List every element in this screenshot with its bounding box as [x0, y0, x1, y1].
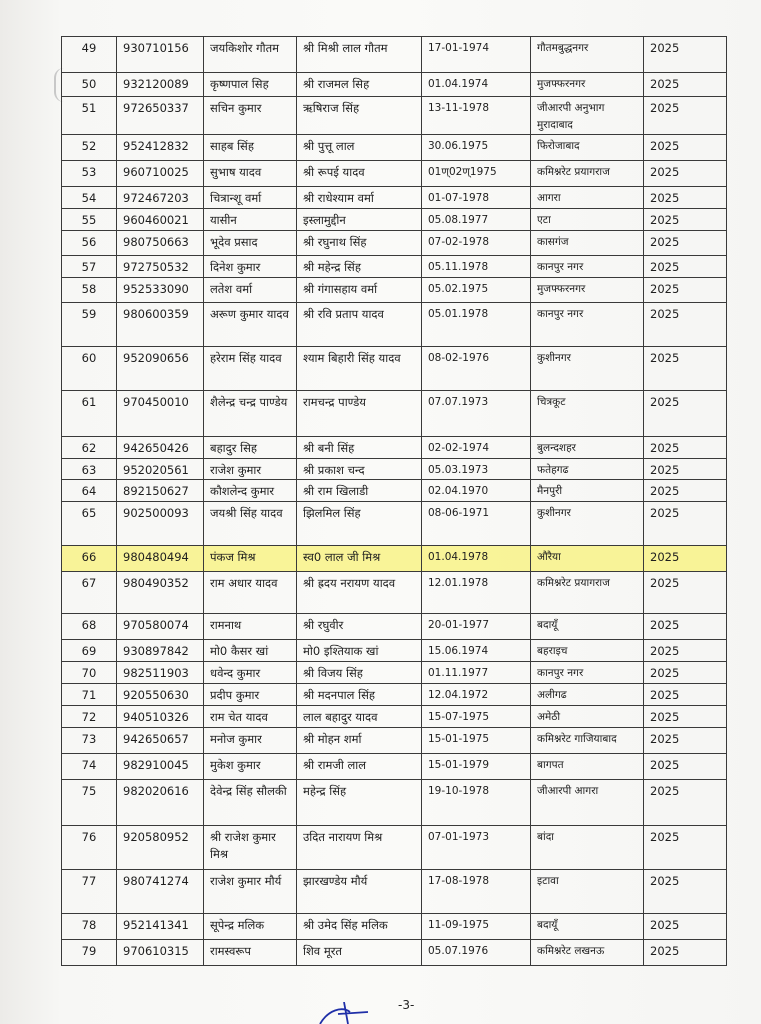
father-name-cell: श्री मिश्री लाल गौतम — [297, 37, 422, 73]
year-cell: 2025 — [644, 391, 727, 437]
serial-number-cell: 73 — [62, 728, 117, 754]
table-row — [62, 97, 727, 135]
year-cell: 2025 — [644, 437, 727, 459]
year-cell: 2025 — [644, 502, 727, 546]
district-cell: मैनपुरी — [531, 480, 644, 502]
serial-number-cell: 67 — [62, 572, 117, 614]
table-row — [62, 73, 727, 97]
serial-number-cell: 72 — [62, 706, 117, 728]
year-cell: 2025 — [644, 278, 727, 303]
date-of-birth-cell: 13-11-1978 — [422, 97, 531, 135]
table-row — [62, 437, 727, 459]
date-of-birth-cell: 05.08.1977 — [422, 209, 531, 231]
table-row — [62, 37, 727, 73]
serial-number-cell: 74 — [62, 754, 117, 780]
name-cell: कृष्णपाल सिह — [204, 73, 297, 97]
father-name-cell: श्री बनी सिंह — [297, 437, 422, 459]
district-cell: जीआरपी अनुभाग मुरादाबाद — [531, 97, 644, 135]
district-cell: फिरोजाबाद — [531, 135, 644, 161]
district-cell: औरैया — [531, 546, 644, 572]
date-of-birth-cell: 07-02-1978 — [422, 231, 531, 256]
serial-number-cell: 57 — [62, 256, 117, 278]
date-of-birth-cell: 02.04.1970 — [422, 480, 531, 502]
table-row — [62, 187, 727, 209]
personnel-table — [61, 36, 727, 966]
name-cell: साहब सिंह — [204, 135, 297, 161]
father-name-cell: श्री राम खिलाडी — [297, 480, 422, 502]
date-of-birth-cell: 12.04.1972 — [422, 684, 531, 706]
serial-number-cell: 77 — [62, 870, 117, 914]
table-row — [62, 780, 727, 826]
name-cell: मो0 कैसर खां — [204, 640, 297, 662]
district-cell: कासगंज — [531, 231, 644, 256]
district-cell: एटा — [531, 209, 644, 231]
father-name-cell: श्री रामजी लाल — [297, 754, 422, 780]
page-number: -3- — [398, 998, 415, 1012]
serial-number-cell: 59 — [62, 303, 117, 347]
father-name-cell: स्व0 लाल जी मिश्र — [297, 546, 422, 572]
table-row — [62, 231, 727, 256]
year-cell: 2025 — [644, 187, 727, 209]
district-cell: मुजफ्फरनगर — [531, 278, 644, 303]
year-cell: 2025 — [644, 256, 727, 278]
table-row — [62, 135, 727, 161]
name-cell: हरेराम सिंह यादव — [204, 347, 297, 391]
name-cell: मुकेश कुमार — [204, 754, 297, 780]
father-name-cell: श्री राजमल सिह — [297, 73, 422, 97]
table-row — [62, 754, 727, 780]
date-of-birth-cell: 01.04.1978 — [422, 546, 531, 572]
name-cell: कौशलेन्द कुमार — [204, 480, 297, 502]
father-name-cell: श्री पुत्तू लाल — [297, 135, 422, 161]
table-row — [62, 303, 727, 347]
date-of-birth-cell: 12.01.1978 — [422, 572, 531, 614]
district-cell: फतेहगढ — [531, 459, 644, 480]
father-name-cell: इस्लामुद्दीन — [297, 209, 422, 231]
name-cell: श्री राजेश कुमार मिश्र — [204, 826, 297, 870]
table-row — [62, 662, 727, 684]
serial-number-cell: 55 — [62, 209, 117, 231]
date-of-birth-cell: 01.04.1974 — [422, 73, 531, 97]
serial-number-cell: 70 — [62, 662, 117, 684]
date-of-birth-cell: 17-01-1974 — [422, 37, 531, 73]
father-name-cell: श्री उमेद सिंह मलिक — [297, 914, 422, 940]
employee-id-cell: 942650657 — [117, 728, 204, 754]
serial-number-cell: 71 — [62, 684, 117, 706]
serial-number-cell: 50 — [62, 73, 117, 97]
employee-id-cell: 892150627 — [117, 480, 204, 502]
district-cell: बुलन्दशहर — [531, 437, 644, 459]
father-name-cell: श्री विजय सिंह — [297, 662, 422, 684]
employee-id-cell: 952533090 — [117, 278, 204, 303]
year-cell: 2025 — [644, 940, 727, 966]
father-name-cell: श्री रघुवीर — [297, 614, 422, 640]
employee-id-cell: 952412832 — [117, 135, 204, 161]
district-cell: कुशीनगर — [531, 502, 644, 546]
name-cell: प्रदीप कुमार — [204, 684, 297, 706]
table-row — [62, 706, 727, 728]
date-of-birth-cell: 01.11.1977 — [422, 662, 531, 684]
employee-id-cell: 982511903 — [117, 662, 204, 684]
employee-id-cell: 902500093 — [117, 502, 204, 546]
district-cell: जीआरपी आगरा — [531, 780, 644, 826]
district-cell: बांदा — [531, 826, 644, 870]
table-row — [62, 684, 727, 706]
name-cell: दिनेश कुमार — [204, 256, 297, 278]
employee-id-cell: 920550630 — [117, 684, 204, 706]
name-cell: बहादुर सिह — [204, 437, 297, 459]
serial-number-cell: 64 — [62, 480, 117, 502]
name-cell: यासीन — [204, 209, 297, 231]
table-row — [62, 614, 727, 640]
date-of-birth-cell: 15-07-1975 — [422, 706, 531, 728]
serial-number-cell: 54 — [62, 187, 117, 209]
district-cell: कमिश्नरेट लखनऊ — [531, 940, 644, 966]
serial-number-cell: 68 — [62, 614, 117, 640]
year-cell: 2025 — [644, 209, 727, 231]
employee-id-cell: 972750532 — [117, 256, 204, 278]
year-cell: 2025 — [644, 754, 727, 780]
district-cell: बहराइच — [531, 640, 644, 662]
date-of-birth-cell: 19-10-1978 — [422, 780, 531, 826]
father-name-cell: झिलमिल सिंह — [297, 502, 422, 546]
date-of-birth-cell: 05.03.1973 — [422, 459, 531, 480]
employee-id-cell: 952141341 — [117, 914, 204, 940]
table-row — [62, 256, 727, 278]
table-row — [62, 546, 727, 572]
table-row — [62, 459, 727, 480]
district-cell: बदायूँ — [531, 614, 644, 640]
year-cell: 2025 — [644, 73, 727, 97]
serial-number-cell: 62 — [62, 437, 117, 459]
year-cell: 2025 — [644, 684, 727, 706]
father-name-cell: श्री महेन्द्र सिंह — [297, 256, 422, 278]
district-cell: बदायूँ — [531, 914, 644, 940]
date-of-birth-cell: 05.01.1978 — [422, 303, 531, 347]
name-cell: जयश्री सिंह यादव — [204, 502, 297, 546]
date-of-birth-cell: 05.07.1976 — [422, 940, 531, 966]
employee-id-cell: 970450010 — [117, 391, 204, 437]
year-cell: 2025 — [644, 706, 727, 728]
district-cell: कमिश्नरेट प्रयागराज — [531, 161, 644, 187]
father-name-cell: महेन्द्र सिंह — [297, 780, 422, 826]
employee-id-cell: 980600359 — [117, 303, 204, 347]
name-cell: देवेन्द्र सिंह सौलकी — [204, 780, 297, 826]
serial-number-cell: 52 — [62, 135, 117, 161]
employee-id-cell: 982020616 — [117, 780, 204, 826]
date-of-birth-cell: 08-06-1971 — [422, 502, 531, 546]
year-cell: 2025 — [644, 662, 727, 684]
employee-id-cell: 932120089 — [117, 73, 204, 97]
year-cell: 2025 — [644, 572, 727, 614]
table-row — [62, 870, 727, 914]
table-row — [62, 347, 727, 391]
table-row — [62, 640, 727, 662]
employee-id-cell: 970610315 — [117, 940, 204, 966]
employee-id-cell: 982910045 — [117, 754, 204, 780]
district-cell: कमिश्नरेट गाजियाबाद — [531, 728, 644, 754]
year-cell: 2025 — [644, 780, 727, 826]
year-cell: 2025 — [644, 303, 727, 347]
year-cell: 2025 — [644, 914, 727, 940]
serial-number-cell: 79 — [62, 940, 117, 966]
date-of-birth-cell: 01-07-1978 — [422, 187, 531, 209]
district-cell: गौतमबुद्धनगर — [531, 37, 644, 73]
year-cell: 2025 — [644, 614, 727, 640]
date-of-birth-cell: 20-01-1977 — [422, 614, 531, 640]
serial-number-cell: 49 — [62, 37, 117, 73]
table-row — [62, 940, 727, 966]
name-cell: लतेश वर्मा — [204, 278, 297, 303]
date-of-birth-cell: 11-09-1975 — [422, 914, 531, 940]
employee-id-cell: 952090656 — [117, 347, 204, 391]
name-cell: पंकज मिश्र — [204, 546, 297, 572]
year-cell: 2025 — [644, 826, 727, 870]
date-of-birth-cell: 08-02-1976 — [422, 347, 531, 391]
father-name-cell: मो0 इश्तियाक खां — [297, 640, 422, 662]
table-row — [62, 209, 727, 231]
district-cell: अलीगढ — [531, 684, 644, 706]
employee-id-cell: 940510326 — [117, 706, 204, 728]
serial-number-cell: 51 — [62, 97, 117, 135]
name-cell: राम अधार यादव — [204, 572, 297, 614]
year-cell: 2025 — [644, 347, 727, 391]
district-cell: मुजफ्फरनगर — [531, 73, 644, 97]
serial-number-cell: 53 — [62, 161, 117, 187]
table-row — [62, 391, 727, 437]
father-name-cell: झारखण्डेय मौर्य — [297, 870, 422, 914]
date-of-birth-cell: 17-08-1978 — [422, 870, 531, 914]
table-row — [62, 502, 727, 546]
name-cell: मनोज कुमार — [204, 728, 297, 754]
father-name-cell: उदित नारायण मिश्र — [297, 826, 422, 870]
father-name-cell: रामचन्द्र पाण्डेय — [297, 391, 422, 437]
name-cell: धवेन्द कुमार — [204, 662, 297, 684]
father-name-cell: श्री ह्रदय नरायण यादव — [297, 572, 422, 614]
serial-number-cell: 78 — [62, 914, 117, 940]
table-row — [62, 572, 727, 614]
father-name-cell: श्री प्रकाश चन्द — [297, 459, 422, 480]
date-of-birth-cell: 05.11.1978 — [422, 256, 531, 278]
name-cell: राम चेत यादव — [204, 706, 297, 728]
district-cell: कानपुर नगर — [531, 303, 644, 347]
district-cell: बागपत — [531, 754, 644, 780]
father-name-cell: श्री गंगासहाय वर्मा — [297, 278, 422, 303]
serial-number-cell: 65 — [62, 502, 117, 546]
serial-number-cell: 56 — [62, 231, 117, 256]
year-cell: 2025 — [644, 480, 727, 502]
district-cell: कानपुर नगर — [531, 256, 644, 278]
serial-number-cell: 69 — [62, 640, 117, 662]
name-cell: अरूण कुमार यादव — [204, 303, 297, 347]
father-name-cell: श्री रघुनाथ सिंह — [297, 231, 422, 256]
serial-number-cell: 58 — [62, 278, 117, 303]
table-row — [62, 161, 727, 187]
year-cell: 2025 — [644, 728, 727, 754]
employee-id-cell: 960710025 — [117, 161, 204, 187]
date-of-birth-cell: 07-01-1973 — [422, 826, 531, 870]
serial-number-cell: 63 — [62, 459, 117, 480]
employee-id-cell: 980741274 — [117, 870, 204, 914]
serial-number-cell: 61 — [62, 391, 117, 437]
employee-id-cell: 920580952 — [117, 826, 204, 870]
date-of-birth-cell: 30.06.1975 — [422, 135, 531, 161]
district-cell: चित्रकूट — [531, 391, 644, 437]
year-cell: 2025 — [644, 135, 727, 161]
year-cell: 2025 — [644, 161, 727, 187]
father-name-cell: शिव मूरत — [297, 940, 422, 966]
father-name-cell: श्री रवि प्रताप यादव — [297, 303, 422, 347]
date-of-birth-cell: 15-01-1979 — [422, 754, 531, 780]
serial-number-cell: 66 — [62, 546, 117, 572]
table-body — [62, 37, 727, 966]
date-of-birth-cell: 01ण्02ण्1975 — [422, 161, 531, 187]
serial-number-cell: 75 — [62, 780, 117, 826]
name-cell: राजेश कुमार — [204, 459, 297, 480]
employee-id-cell: 942650426 — [117, 437, 204, 459]
date-of-birth-cell: 07.07.1973 — [422, 391, 531, 437]
date-of-birth-cell: 15-01-1975 — [422, 728, 531, 754]
year-cell: 2025 — [644, 870, 727, 914]
table-row — [62, 914, 727, 940]
year-cell: 2025 — [644, 546, 727, 572]
father-name-cell: श्याम बिहारी सिंह यादव — [297, 347, 422, 391]
table-row — [62, 826, 727, 870]
employee-id-cell: 972467203 — [117, 187, 204, 209]
district-cell: अमेठी — [531, 706, 644, 728]
name-cell: राजेश कुमार मौर्य — [204, 870, 297, 914]
table-row — [62, 278, 727, 303]
name-cell: सूपेन्द्र मलिक — [204, 914, 297, 940]
date-of-birth-cell: 15.06.1974 — [422, 640, 531, 662]
employee-id-cell: 952020561 — [117, 459, 204, 480]
serial-number-cell: 76 — [62, 826, 117, 870]
district-cell: कुशीनगर — [531, 347, 644, 391]
date-of-birth-cell: 02-02-1974 — [422, 437, 531, 459]
name-cell: शैलेन्द्र चन्द्र पाण्डेय — [204, 391, 297, 437]
father-name-cell: श्री राधेश्याम वर्मा — [297, 187, 422, 209]
year-cell: 2025 — [644, 37, 727, 73]
father-name-cell: श्री रूपई यादव — [297, 161, 422, 187]
father-name-cell: श्री मोहन शर्मा — [297, 728, 422, 754]
year-cell: 2025 — [644, 640, 727, 662]
district-cell: कानपुर नगर — [531, 662, 644, 684]
employee-id-cell: 980750663 — [117, 231, 204, 256]
name-cell: सचिन कुमार — [204, 97, 297, 135]
father-name-cell: श्री मदनपाल सिंह — [297, 684, 422, 706]
employee-id-cell: 970580074 — [117, 614, 204, 640]
district-cell: कमिश्नरेट प्रयागराज — [531, 572, 644, 614]
employee-id-cell: 930710156 — [117, 37, 204, 73]
signature-icon — [318, 1002, 388, 1024]
father-name-cell: ऋषिराज सिंह — [297, 97, 422, 135]
name-cell: सुभाष यादव — [204, 161, 297, 187]
date-of-birth-cell: 05.02.1975 — [422, 278, 531, 303]
employee-id-cell: 960460021 — [117, 209, 204, 231]
serial-number-cell: 60 — [62, 347, 117, 391]
table-row — [62, 480, 727, 502]
year-cell: 2025 — [644, 97, 727, 135]
name-cell: रामनाथ — [204, 614, 297, 640]
name-cell: जयकिशोर गौतम — [204, 37, 297, 73]
year-cell: 2025 — [644, 231, 727, 256]
name-cell: भूदेव प्रसाद — [204, 231, 297, 256]
name-cell: रामस्वरूप — [204, 940, 297, 966]
year-cell: 2025 — [644, 459, 727, 480]
district-cell: आगरा — [531, 187, 644, 209]
employee-id-cell: 980490352 — [117, 572, 204, 614]
name-cell: चित्रान्शू वर्मा — [204, 187, 297, 209]
district-cell: इटावा — [531, 870, 644, 914]
employee-id-cell: 980480494 — [117, 546, 204, 572]
father-name-cell: लाल बहादुर यादव — [297, 706, 422, 728]
employee-id-cell: 972650337 — [117, 97, 204, 135]
table-row — [62, 728, 727, 754]
employee-id-cell: 930897842 — [117, 640, 204, 662]
